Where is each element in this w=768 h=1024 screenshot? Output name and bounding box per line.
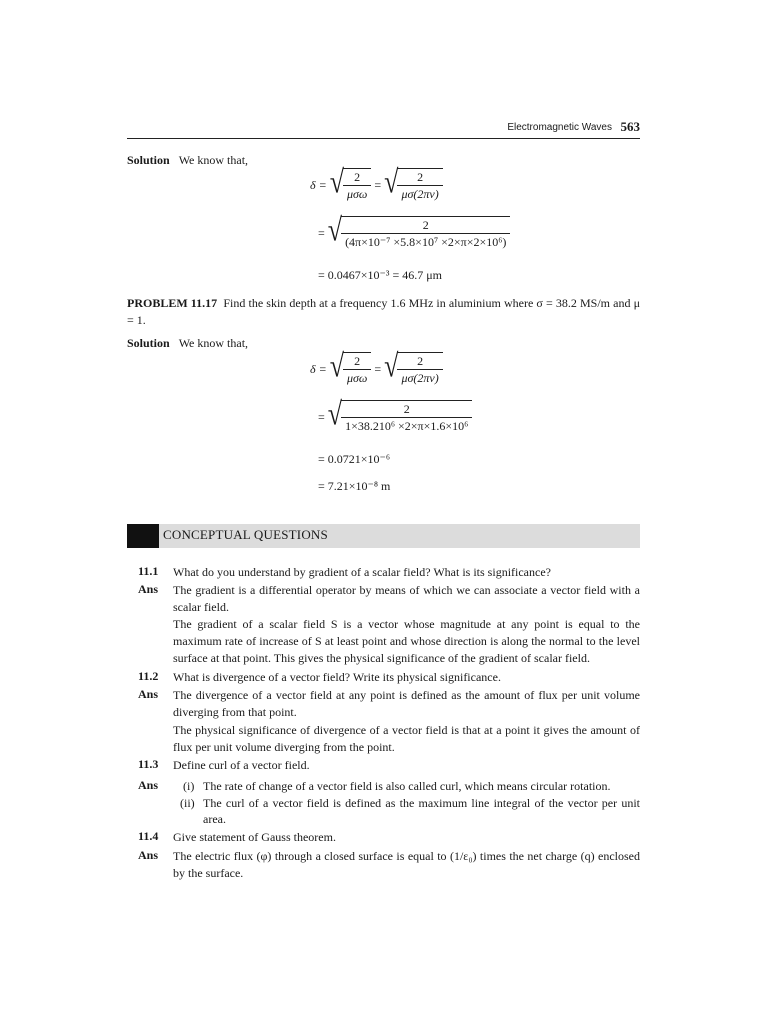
equation-skin-depth-2: δ = √ $\frac{2}{\text{μσω}}$ = √ $\frac{2}{\mu\sigma(2\pi\nu)}$ [310,352,443,386]
equation-substitution-1: = √ $\frac{2}{\text{(4π×10⁻⁷ ×5.8×10⁷ ×2×π×2×10⁶)}}$ [318,216,510,250]
question-text: What do you understand by gradient of a scalar field? What is its significance? [173,565,551,579]
question-number: 11.4 [138,829,159,843]
answer-text: The electric flux (φ) through a closed surface is equal to (1/ε₀) times the net charge (q) enclosed by the surface. [173,849,640,880]
solution-1-intro [127,152,248,169]
section-title: CONCEPTUAL QUESTIONS [163,527,328,542]
chapter-title: Electromagnetic Waves [507,122,612,133]
answer-text: The divergence of a vector field at any point is defined as the amount of flux per unit volume diverging from that point. [173,688,640,719]
solution-text: We know that, [178,336,249,350]
answer-label: Ans [138,687,159,701]
question-text: What is divergence of a vector field? Write its physical significance. [173,670,501,684]
question-number: 11.1 [138,564,159,578]
answer-label: Ans [138,582,159,596]
answer-text: The physical significance of divergence of a vector field is that at a point it gives the amount of flux per unit volume diverging from the point. [173,723,640,754]
page-number: 563 [620,119,640,134]
answer-label: Ans [138,848,159,862]
delta-symbol: δ = [310,177,327,192]
answer-label: Ans [138,778,159,792]
section-heading [127,524,640,548]
list-marker: (i) [183,779,195,793]
answer-text: The gradient is a differential operator by means of which we can associate a vector field with a scalar field. [173,583,640,614]
sqrt-term-1: √ $\frac{2}{\text{μσω}}$ [330,168,372,202]
problem-11-17 [127,295,640,329]
solution-text: We know that, [178,153,249,167]
question-text: Give statement of Gauss theorem. [173,830,336,844]
solution-label: Solution [127,153,170,167]
answer-text: The gradient of a scalar field S is a vector whose magnitude at any point is equal to the maximum rate of increase of S at least point and whose direction is along the normal to the level surface at that point. This gives the physical significance of the gradient of scalar field. [173,617,640,665]
question-number: 11.3 [138,757,159,771]
running-header [127,120,640,139]
solution-2-intro [127,335,248,352]
question-number: 11.2 [138,669,159,683]
list-item: The curl of a vector field is defined as the maximum line integral of the vector per unit area. [203,796,640,826]
equation-substitution-2: = √ $\frac{2}{\text{1×38.210⁶ ×2×π×1.6×10⁶}}$ [318,400,472,434]
question-text: Define curl of a vector field. [173,758,310,772]
equation-skin-depth-1: δ = √ $\frac{2}{\text{μσω}}$ = √ $\frac{2}{\mu\sigma(2\pi\nu)}$ [310,168,443,202]
equation-result-2a: = 0.0721×10⁻⁶ [318,452,391,466]
problem-label: PROBLEM 11.17 [127,296,218,310]
equation-result-1: = 0.0467×10⁻³ = 46.7 μm [318,268,443,282]
list-marker: (ii) [180,796,195,810]
sqrt-term-2: √ $\frac{2}{\mu\sigma(2\pi\nu)}$ [384,168,443,202]
equation-result-2b: = 7.21×10⁻⁸ m [318,479,391,493]
list-item: The rate of change of a vector field is also called curl, which means circular rotation. [203,779,611,793]
section-marker [127,524,159,548]
problem-text: Find the skin depth at a frequency 1.6 MHz in aluminium where σ = 38.2 MS/m and μ = 1. [127,296,640,327]
solution-label: Solution [127,336,170,350]
